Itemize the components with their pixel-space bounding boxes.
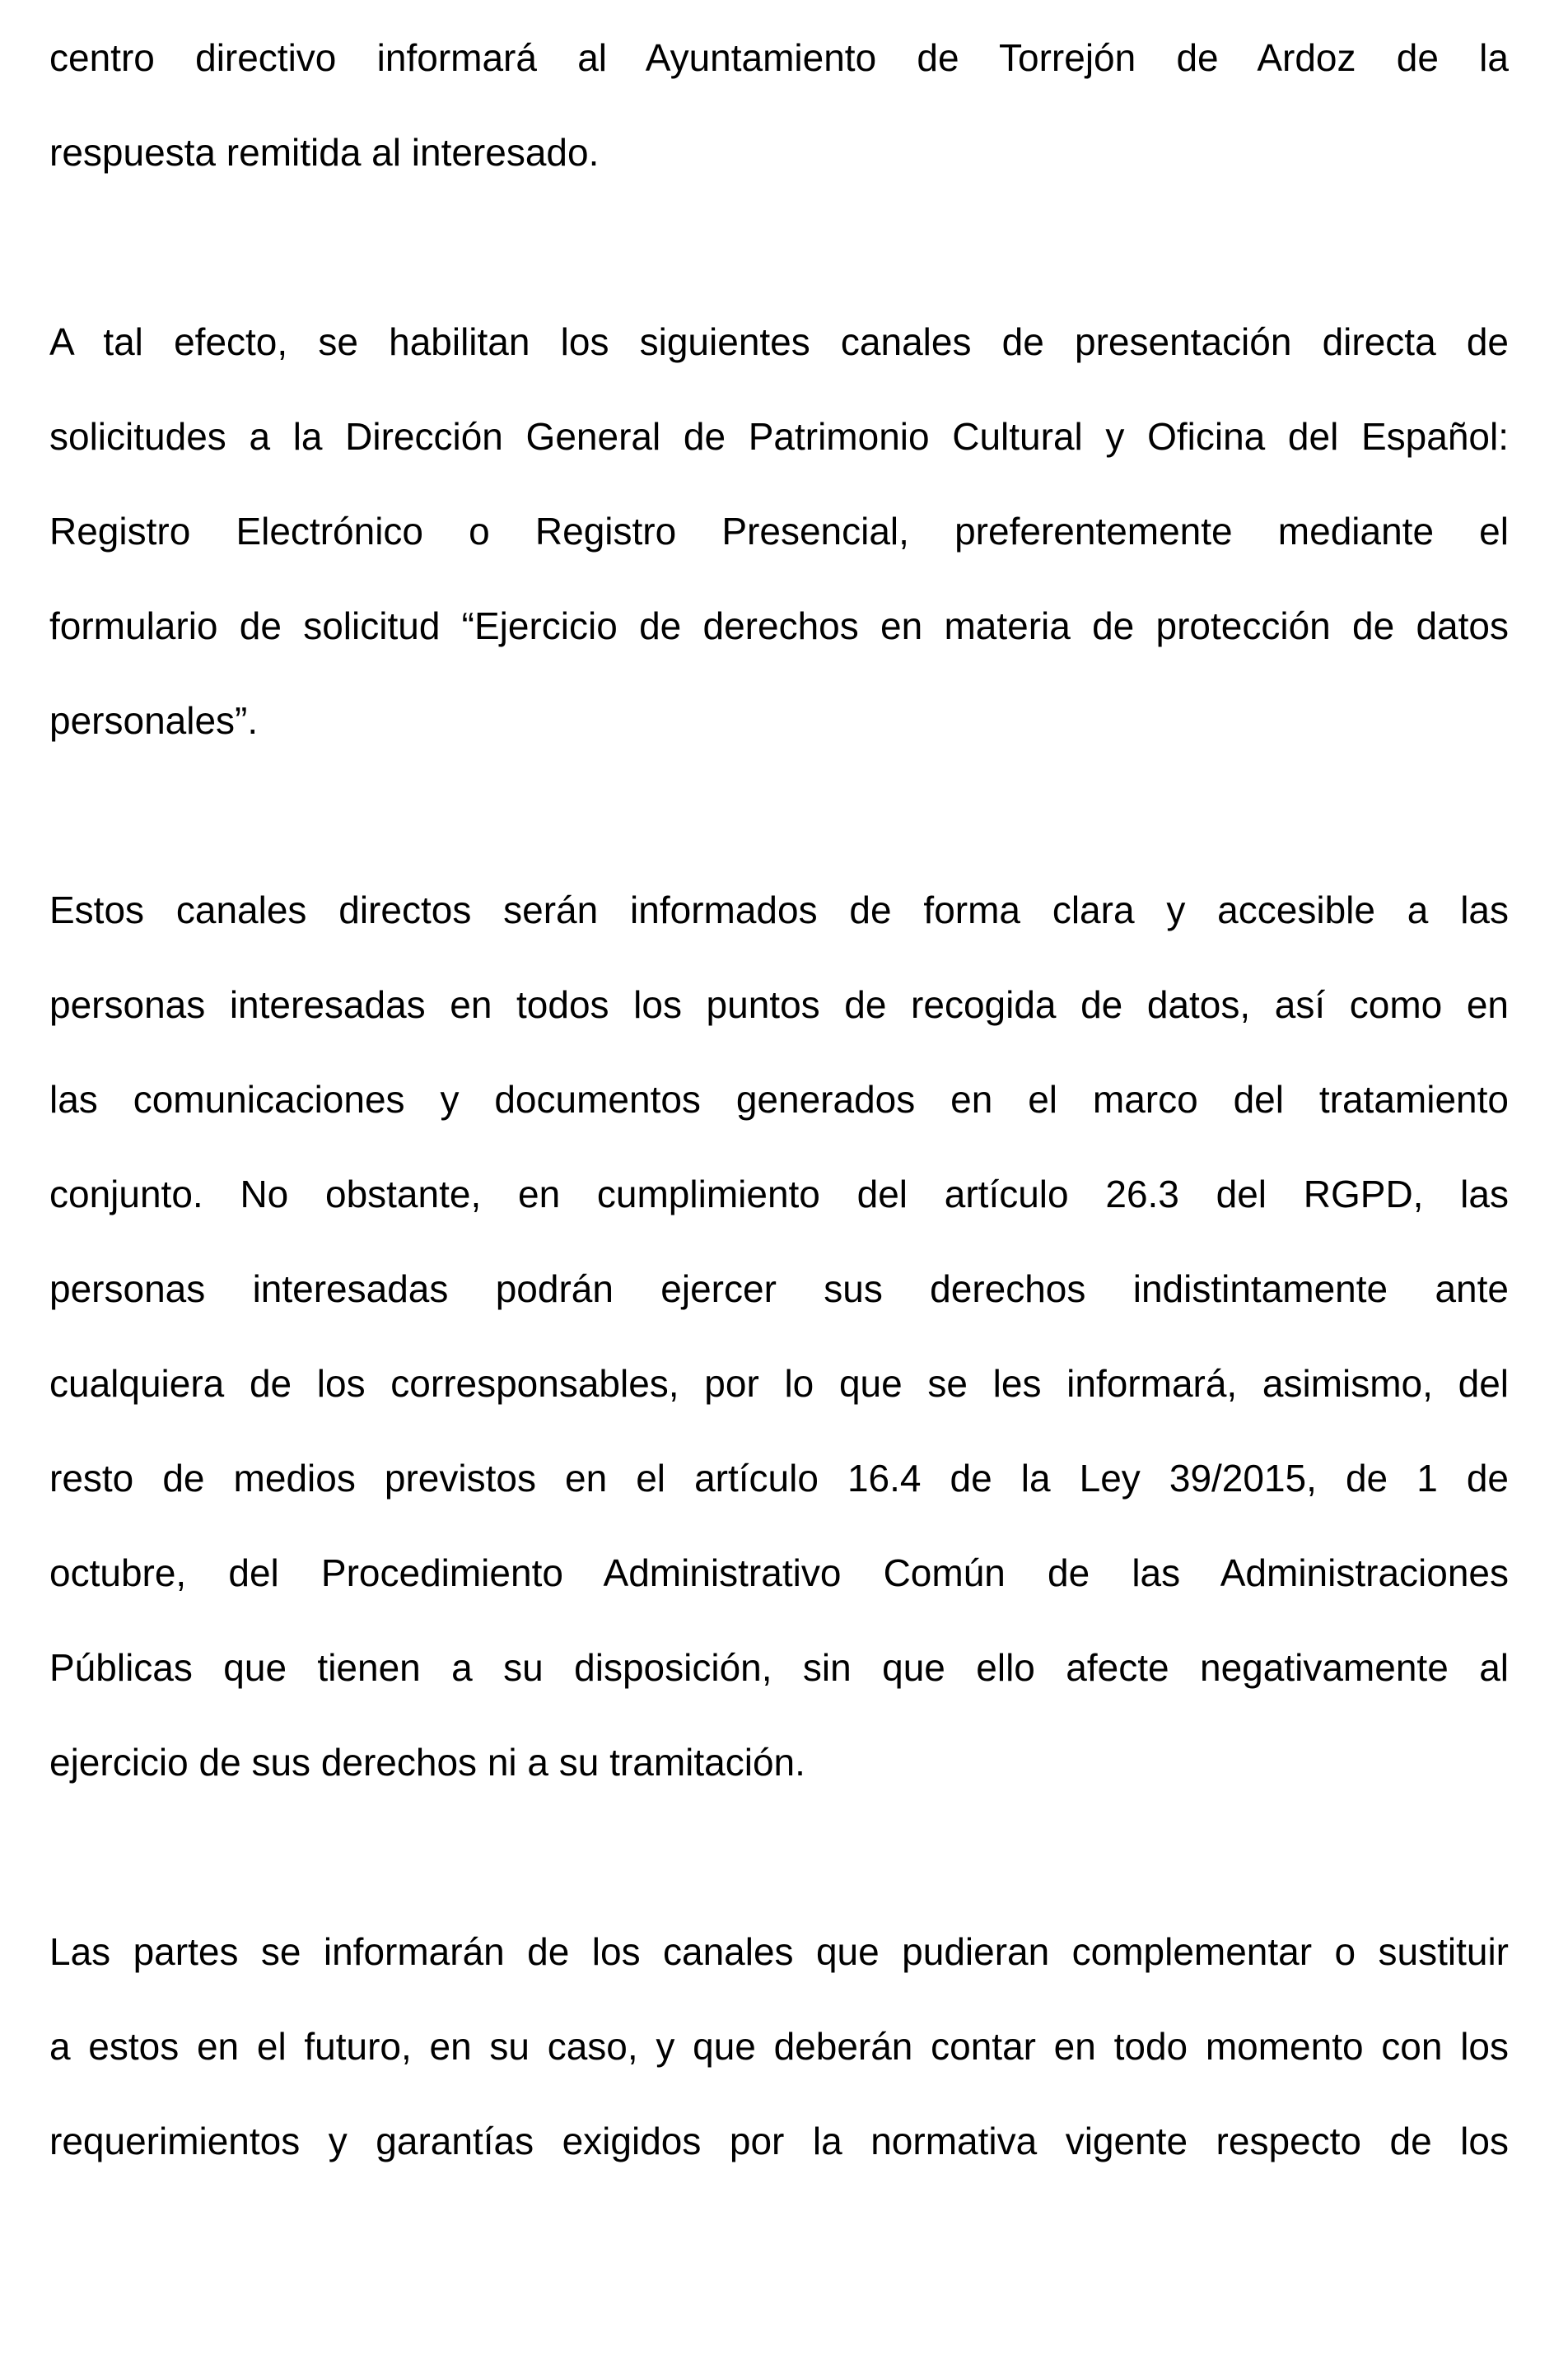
text-line: formulario de solicitud “Ejercicio de derechos en materia de protección de datos bbox=[49, 604, 1509, 647]
text-line: Públicas que tienen a su disposición, sin que ello afecte negativamente al bbox=[49, 1646, 1509, 1689]
text-line: requerimientos y garantías exigidos por la normativa vigente respecto de los bbox=[49, 2120, 1509, 2162]
text-line: centro directivo informará al Ayuntamiento de Torrejón de Ardoz de la bbox=[49, 36, 1509, 79]
text-line: personas interesadas podrán ejercer sus derechos indistintamente ante bbox=[49, 1267, 1509, 1310]
text-line: personas interesadas en todos los puntos de recogida de datos, así como en bbox=[49, 983, 1509, 1026]
text-line: las comunicaciones y documentos generados en el marco del tratamiento bbox=[49, 1078, 1509, 1121]
text-line: solicitudes a la Dirección General de Patrimonio Cultural y Oficina del Español: bbox=[49, 415, 1509, 458]
text-line: respuesta remitida al interesado. bbox=[49, 131, 600, 174]
text-line: personales”. bbox=[49, 699, 259, 742]
text-line: cualquiera de los corresponsables, por lo que se les informará, asimismo, del bbox=[49, 1362, 1509, 1405]
text-line: octubre, del Procedimiento Administrativo Común de las Administraciones bbox=[49, 1551, 1509, 1594]
text-line: conjunto. No obstante, en cumplimiento del artículo 26.3 del RGPD, las bbox=[49, 1173, 1509, 1215]
text-line: a estos en el futuro, en su caso, y que deberán contar en todo momento con los bbox=[49, 2025, 1509, 2068]
text-line: ejercicio de sus derechos ni a su tramitación. bbox=[49, 1741, 805, 1784]
text-line: resto de medios previstos en el artículo 16.4 de la Ley 39/2015, de 1 de bbox=[49, 1457, 1509, 1500]
text-line: Estos canales directos serán informados de forma clara y accesible a las bbox=[49, 889, 1509, 931]
text-line: A tal efecto, se habilitan los siguientes canales de presentación directa de bbox=[49, 320, 1509, 363]
text-line: Registro Electrónico o Registro Presencial, preferentemente mediante el bbox=[49, 510, 1509, 553]
text-line: Las partes se informarán de los canales que pudieran complementar o sustituir bbox=[49, 1930, 1509, 1973]
